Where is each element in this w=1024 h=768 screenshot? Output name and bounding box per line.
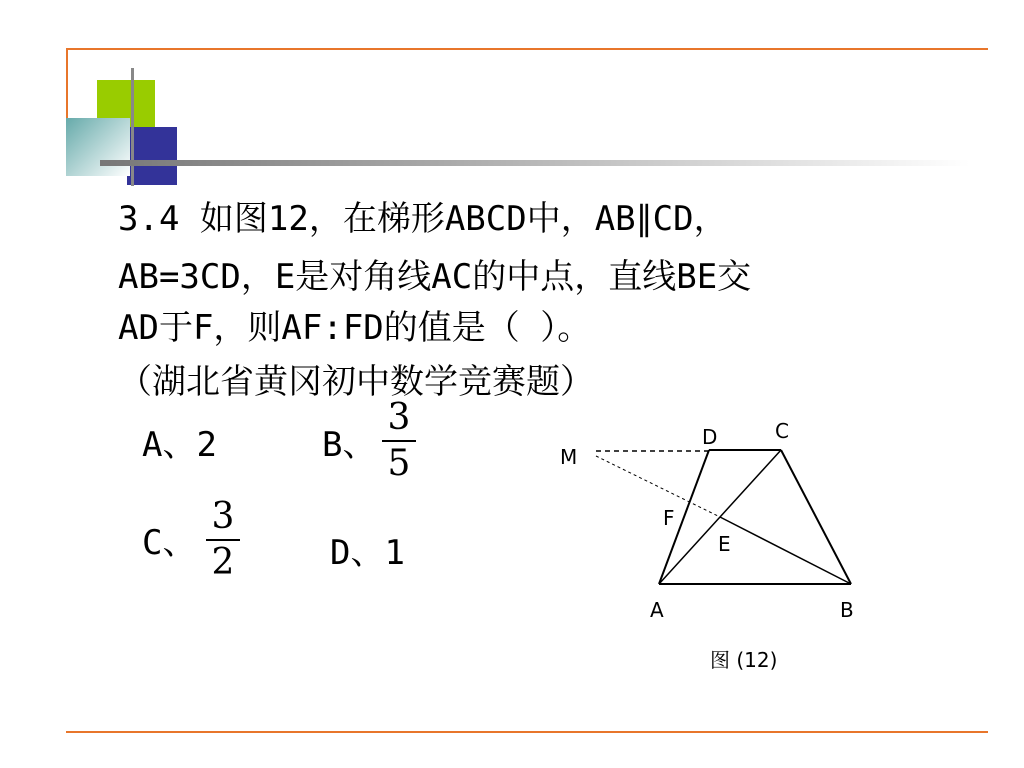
option-a: A、2 (142, 425, 217, 465)
label-c: C (775, 419, 789, 443)
problem-line-3: AD于F，则AF:FD的值是（ ）。 (118, 308, 592, 348)
dashed-mf (596, 456, 720, 517)
edge-bc (781, 450, 851, 584)
option-b-prefix: B、 (322, 425, 377, 465)
label-b: B (840, 598, 854, 622)
option-b-numerator: 3 (387, 397, 411, 438)
option-c-denominator: 2 (211, 542, 235, 583)
label-m: M (560, 445, 578, 469)
figure-caption: 图 (12) (710, 648, 778, 672)
label-f: F (663, 506, 675, 530)
line-be (720, 517, 851, 584)
option-c-prefix: C、 (142, 523, 197, 563)
label-e: E (718, 532, 731, 556)
option-b-denominator: 5 (387, 443, 411, 484)
option-c-numerator: 3 (211, 496, 235, 537)
problem-line-1: 3.4 如图12，在梯形ABCD中，AB∥CD， (118, 199, 728, 239)
option-d: D、1 (330, 533, 405, 573)
problem-source: （湖北省黄冈初中数学竞赛题） (118, 362, 594, 402)
problem-line-2: AB=3CD，E是对角线AC的中点，直线BE交 (118, 257, 752, 297)
label-a: A (650, 598, 664, 622)
label-d: D (702, 425, 718, 449)
